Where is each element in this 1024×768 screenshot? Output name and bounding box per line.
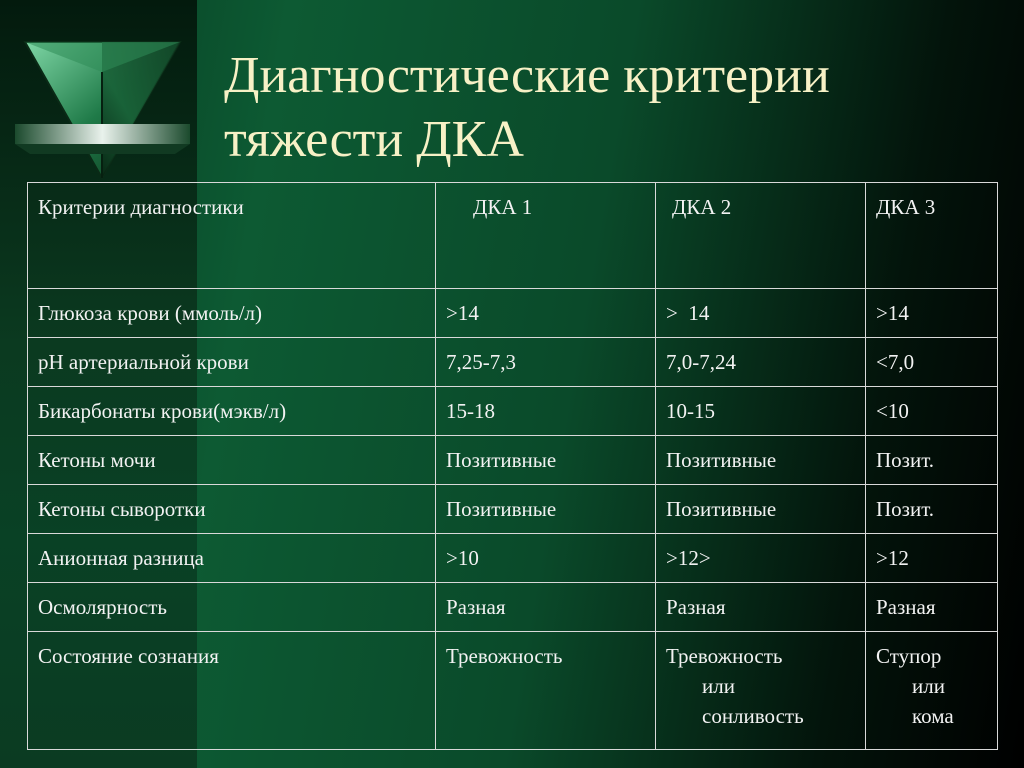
table-row — [28, 387, 998, 436]
header-criteria: Критерии диагностики — [28, 183, 436, 289]
dka2-line: сонливость — [702, 704, 804, 728]
criterion-cell: Кетоны сыворотки — [28, 485, 436, 534]
criterion-cell: Кетоны мочи — [28, 436, 436, 485]
dka1-cell: Позитивные — [436, 485, 656, 534]
criterion-cell: Анионная разница — [28, 534, 436, 583]
dka1-cell: >10 — [436, 534, 656, 583]
dka2-cell — [656, 632, 866, 750]
dka3-cell: Позит. — [866, 436, 998, 485]
dka3-cell: <7,0 — [866, 338, 998, 387]
table-row — [28, 338, 998, 387]
dka2-cell: Позитивные — [656, 485, 866, 534]
dka3-cell — [866, 632, 998, 750]
dka3-cell: >12 — [866, 534, 998, 583]
criterion-cell: Бикарбонаты крови(мэкв/л) — [28, 387, 436, 436]
dka2-cell: >12> — [656, 534, 866, 583]
dka2-cell: Разная — [656, 583, 866, 632]
dka1-cell: 15-18 — [436, 387, 656, 436]
table-row — [28, 436, 998, 485]
dka2-line: или — [702, 674, 735, 698]
header-dka3: ДКА 3 — [866, 183, 998, 289]
dka3-line: или — [912, 674, 945, 698]
table-row — [28, 485, 998, 534]
dka1-cell: Позитивные — [436, 436, 656, 485]
slide-title-line2: тяжести ДКА — [224, 111, 524, 168]
dka2-cell: 7,0-7,24 — [656, 338, 866, 387]
dka3-cell: <10 — [866, 387, 998, 436]
dka1-cell: >14 — [436, 289, 656, 338]
dka2-cell: > 14 — [656, 289, 866, 338]
table-row — [28, 632, 998, 750]
table-row — [28, 583, 998, 632]
criterion-cell: Состояние сознания — [28, 632, 436, 750]
table-row — [28, 289, 998, 338]
dka2-cell: Позитивные — [656, 436, 866, 485]
dka3-line: кома — [912, 704, 954, 728]
slide-title — [224, 44, 1004, 172]
header-dka2: ДКА 2 — [656, 183, 866, 289]
criterion-cell: pH артериальной крови — [28, 338, 436, 387]
table-row — [28, 534, 998, 583]
dka3-cell: Позит. — [866, 485, 998, 534]
slide-title-line1: Диагностические критерии — [224, 47, 830, 104]
dka2-cell: 10-15 — [656, 387, 866, 436]
green-inverted-triangle-icon — [15, 38, 190, 183]
criterion-cell: Глюкоза крови (ммоль/л) — [28, 289, 436, 338]
criterion-cell: Осмолярность — [28, 583, 436, 632]
header-dka1: ДКА 1 — [436, 183, 656, 289]
dka1-cell: 7,25-7,3 — [436, 338, 656, 387]
dka2-line: Тревожность — [666, 644, 783, 668]
dka3-cell: >14 — [866, 289, 998, 338]
dka3-line: Ступор — [876, 644, 942, 668]
dka3-cell: Разная — [866, 583, 998, 632]
dka1-cell: Разная — [436, 583, 656, 632]
dka1-cell: Тревожность — [436, 632, 656, 750]
criteria-table — [27, 182, 998, 750]
table-header-row — [28, 183, 998, 289]
